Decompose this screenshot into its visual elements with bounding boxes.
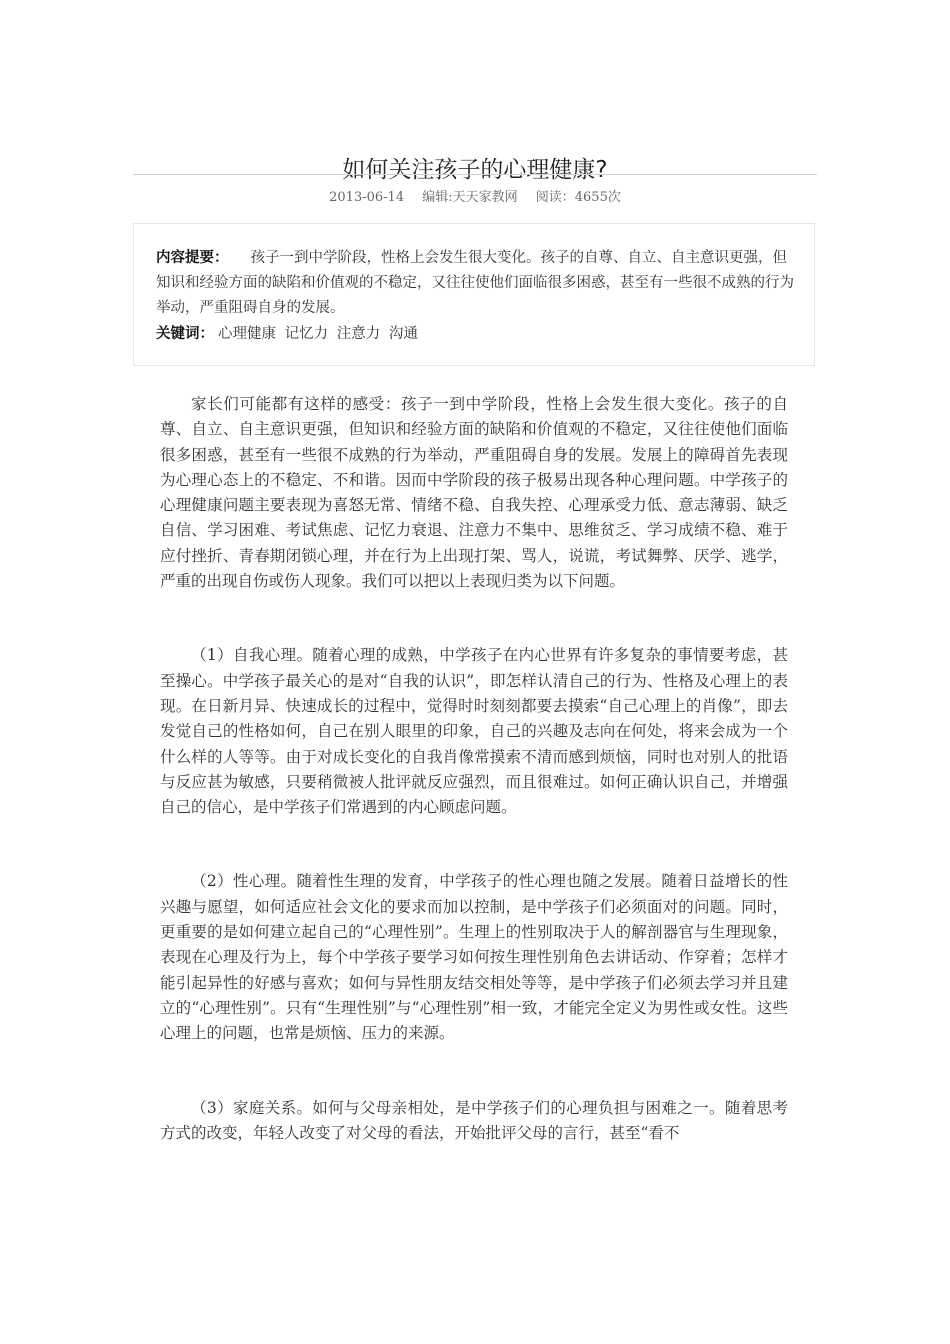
keywords [156, 322, 796, 347]
title-divider [133, 174, 817, 175]
summary [156, 246, 796, 321]
read-count: 阅读：4655次 [535, 190, 621, 205]
summary-label: 内容提要： [156, 250, 229, 266]
publish-date: 2013-06-14 [329, 190, 405, 205]
article-meta [133, 186, 817, 205]
keyword-link[interactable]: 注意力 [336, 326, 381, 342]
article-body [160, 392, 788, 1146]
body-paragraph: （3）家庭关系。如何与父母亲相处，是中学孩子们的心理负担与困难之一。随着思考方式的改变，年轻人改变了对父母的看法，开始批评父母的言行，甚至“看不 [160, 1098, 788, 1142]
keyword-link[interactable]: 心理健康 [218, 326, 276, 342]
keywords-label: 关键词： [156, 326, 214, 342]
body-paragraph: （2）性心理。随着性生理的发育，中学孩子的性心理也随之发展。随着日益增长的性兴趣与愿望，如何适应社会文化的要求而加以控制，是中学孩子们必须面对的问题。同时，更重要的是如何建立起自己的“心理性别”。生理上的性别取决于人的解剖器官与生理现象，表现在心理及行为上，每个中学孩子要学习如何按生理性别角色去讲话动、作穿着；怎样才能引起异性的好感与喜欢；如何与异性朋友结交相处等等，是中学孩子们必须去学习并且建立的“心理性别”。只有“生理性别”与“心理性别”相一致，才能完全定义为男性或女性。这些心理上的问题，也常是烦恼、压力的来源。 [160, 872, 788, 1043]
summary-text: 孩子一到中学阶段，性格上会发生很大变化。孩子的自尊、自立、自主意识更强，但知识和经验方面的缺陷和价值观的不稳定，又往往使他们面临很多困惑，甚至有一些很不成熟的行为举动，严重阻碍自身的发展。 [156, 250, 794, 316]
keyword-link[interactable]: 沟通 [388, 326, 418, 342]
body-paragraph: （1）自我心理。随着心理的成熟，中学孩子在内心世界有许多复杂的事情要考虑，甚至操心。中学孩子最关心的是对“自我的认识”，即怎样认清自己的行为、性格及心理上的表现。在日新月异、快速成长的过程中，觉得时时刻刻都要去摸索“自己心理上的肖像”，即去发觉自己的性格如何，自己在别人眼里的印象，自己的兴趣及志向在何处，将来会成为一个什么样的人等等。由于对成长变化的自我肖像常摸索不清而感到烦恼，同时也对别人的批语与反应甚为敏感，只要稍微被人批评就反应强烈，而且很难过。如何正确认识自己，并增强自己的信心，是中学孩子们常遇到的内心顾虑问题。 [160, 646, 788, 817]
body-paragraph: 家长们可能都有这样的感受：孩子一到中学阶段，性格上会发生很大变化。孩子的自尊、自立、自主意识更强，但知识和经验方面的缺陷和价值观的不稳定，又往往使他们面临很多困惑，甚至有一些很不成熟的行为举动，严重阻碍自身的发展。发展上的障碍首先表现为心理心态上的不稳定、不和谐。因而中学阶段的孩子极易出现各种心理问题。中学孩子的心理健康问题主要表现为喜怒无常、情绪不稳、自我失控、心理承受力低、意志薄弱、缺乏自信、学习困难、考试焦虑、记忆力衰退、注意力不集中、思维贫乏、学习成绩不稳、难于应付挫折、青春期闭锁心理，并在行为上出现打架、骂人，说谎，考试舞弊、厌学、逃学，严重的出现自伤或伤人现象。我们可以把以上表现归类为以下问题。 [160, 395, 788, 591]
keyword-link[interactable]: 记忆力 [284, 326, 329, 342]
article-title: 如何关注孩子的心理健康? [342, 157, 608, 184]
editor-credit: 编辑:天天家教网 [422, 190, 518, 205]
